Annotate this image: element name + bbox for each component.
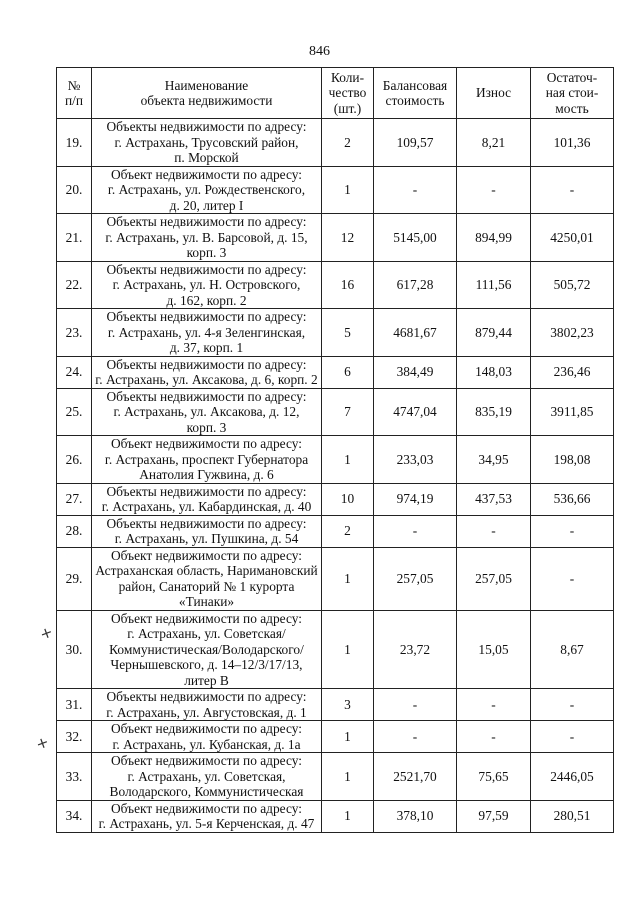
wear-value: 894,99 — [457, 214, 531, 262]
row-number: 29. — [57, 547, 92, 610]
object-name: Объект недвижимости по адресу: г. Астрахань, ул. Рождественского, д. 20, литер I — [92, 166, 322, 214]
balance-value: 4681,67 — [374, 309, 457, 357]
table-row — [57, 515, 614, 547]
residual-value: 3802,23 — [531, 309, 614, 357]
object-name: Объект недвижимости по адресу: г. Астрахань, ул. Советская/Коммунистическая/Володарского/Чернышевского, д. 14–12/3/17/13, литер В — [92, 610, 322, 689]
table-row — [57, 388, 614, 436]
quantity: 2 — [322, 515, 374, 547]
residual-value: - — [531, 721, 614, 753]
row-number: 30. — [57, 610, 92, 689]
table-row — [57, 214, 614, 262]
balance-value: 257,05 — [374, 547, 457, 610]
wear-value: - — [457, 689, 531, 721]
residual-value: 280,51 — [531, 800, 614, 832]
row-number: 25. — [57, 388, 92, 436]
residual-value: - — [531, 547, 614, 610]
object-name: Объект недвижимости по адресу: Астраханская область, Наримановский район, Санаторий № 1 курорта «Тинаки» — [92, 547, 322, 610]
wear-value: 437,53 — [457, 483, 531, 515]
balance-value: 4747,04 — [374, 388, 457, 436]
quantity: 16 — [322, 261, 374, 309]
table-row — [57, 483, 614, 515]
table-row — [57, 436, 614, 484]
row-number: 31. — [57, 689, 92, 721]
residual-value: 2446,05 — [531, 753, 614, 801]
table-row — [57, 800, 614, 832]
object-name: Объекты недвижимости по адресу: г. Астрахань, ул. Аксакова, д. 6, корп. 2 — [92, 356, 322, 388]
table-body — [57, 119, 614, 833]
object-name: Объект недвижимости по адресу: г. Астрахань, ул. 5-я Керченская, д. 47 — [92, 800, 322, 832]
quantity: 6 — [322, 356, 374, 388]
table-row — [57, 309, 614, 357]
row-number: 28. — [57, 515, 92, 547]
quantity: 1 — [322, 610, 374, 689]
wear-value: - — [457, 515, 531, 547]
row-number: 27. — [57, 483, 92, 515]
quantity: 1 — [322, 436, 374, 484]
row-number: 33. — [57, 753, 92, 801]
quantity: 10 — [322, 483, 374, 515]
table-row — [57, 356, 614, 388]
quantity: 1 — [322, 166, 374, 214]
table-row — [57, 753, 614, 801]
object-name: Объект недвижимости по адресу: г. Астрахань, ул. Советская, Володарского, Коммунистическая — [92, 753, 322, 801]
table-row — [57, 721, 614, 753]
wear-value: - — [457, 721, 531, 753]
object-name: Объекты недвижимости по адресу: г. Астрахань, ул. Августовская, д. 1 — [92, 689, 322, 721]
row-number: 32. — [57, 721, 92, 753]
object-name: Объекты недвижимости по адресу: г. Астрахань, Трусовский район, п. Морской — [92, 119, 322, 167]
residual-value: 505,72 — [531, 261, 614, 309]
row-number: 23. — [57, 309, 92, 357]
balance-value: 23,72 — [374, 610, 457, 689]
residual-value: 101,36 — [531, 119, 614, 167]
residual-value: 536,66 — [531, 483, 614, 515]
balance-value: 617,28 — [374, 261, 457, 309]
quantity: 2 — [322, 119, 374, 167]
quantity: 5 — [322, 309, 374, 357]
object-name: Объекты недвижимости по адресу: г. Астрахань, ул. В. Барсовой, д. 15, корп. 3 — [92, 214, 322, 262]
residual-value: 198,08 — [531, 436, 614, 484]
table-header-row — [57, 68, 614, 119]
header-wear: Износ — [457, 68, 531, 119]
handwritten-mark-plus: + — [37, 622, 56, 644]
balance-value: - — [374, 689, 457, 721]
row-number: 24. — [57, 356, 92, 388]
wear-value: 879,44 — [457, 309, 531, 357]
object-name: Объекты недвижимости по адресу: г. Астрахань, ул. Кабардинская, д. 40 — [92, 483, 322, 515]
handwritten-mark-plus: + — [33, 732, 52, 754]
quantity: 1 — [322, 753, 374, 801]
balance-value: - — [374, 515, 457, 547]
object-name: Объект недвижимости по адресу: г. Астрахань, ул. Кубанская, д. 1а — [92, 721, 322, 753]
quantity: 1 — [322, 547, 374, 610]
row-number: 20. — [57, 166, 92, 214]
table-row — [57, 610, 614, 689]
wear-value: 97,59 — [457, 800, 531, 832]
header-residual: Остаточ- ная стои- мость — [531, 68, 614, 119]
row-number: 19. — [57, 119, 92, 167]
balance-value: - — [374, 721, 457, 753]
table-row — [57, 119, 614, 167]
quantity: 1 — [322, 800, 374, 832]
object-name: Объекты недвижимости по адресу: г. Астрахань, ул. Аксакова, д. 12, корп. 3 — [92, 388, 322, 436]
quantity: 1 — [322, 721, 374, 753]
balance-value: 233,03 — [374, 436, 457, 484]
wear-value: 8,21 — [457, 119, 531, 167]
wear-value: 34,95 — [457, 436, 531, 484]
row-number: 22. — [57, 261, 92, 309]
row-number: 26. — [57, 436, 92, 484]
residual-value: - — [531, 166, 614, 214]
balance-value: 378,10 — [374, 800, 457, 832]
balance-value: 974,19 — [374, 483, 457, 515]
wear-value: - — [457, 166, 531, 214]
header-name: Наименование объекта недвижимости — [92, 68, 322, 119]
object-name: Объекты недвижимости по адресу: г. Астрахань, ул. Н. Островского, д. 162, корп. 2 — [92, 261, 322, 309]
balance-value: 2521,70 — [374, 753, 457, 801]
table-row — [57, 689, 614, 721]
wear-value: 15,05 — [457, 610, 531, 689]
page-number: 846 — [309, 44, 330, 59]
table-row — [57, 547, 614, 610]
wear-value: 75,65 — [457, 753, 531, 801]
balance-value: 5145,00 — [374, 214, 457, 262]
residual-value: 3911,85 — [531, 388, 614, 436]
quantity: 12 — [322, 214, 374, 262]
wear-value: 111,56 — [457, 261, 531, 309]
residual-value: 236,46 — [531, 356, 614, 388]
residual-value: 4250,01 — [531, 214, 614, 262]
property-registry-table — [56, 67, 614, 833]
residual-value: 8,67 — [531, 610, 614, 689]
object-name: Объект недвижимости по адресу: г. Астрахань, проспект Губернатора Анатолия Гужвина, д. 6 — [92, 436, 322, 484]
balance-value: - — [374, 166, 457, 214]
object-name: Объекты недвижимости по адресу: г. Астрахань, ул. Пушкина, д. 54 — [92, 515, 322, 547]
row-number: 21. — [57, 214, 92, 262]
balance-value: 384,49 — [374, 356, 457, 388]
wear-value: 148,03 — [457, 356, 531, 388]
balance-value: 109,57 — [374, 119, 457, 167]
quantity: 7 — [322, 388, 374, 436]
row-number: 34. — [57, 800, 92, 832]
header-balance: Балансовая стоимость — [374, 68, 457, 119]
wear-value: 257,05 — [457, 547, 531, 610]
object-name: Объекты недвижимости по адресу: г. Астрахань, ул. 4-я Зеленгинская, д. 37, корп. 1 — [92, 309, 322, 357]
residual-value: - — [531, 515, 614, 547]
table-row — [57, 261, 614, 309]
table-row — [57, 166, 614, 214]
residual-value: - — [531, 689, 614, 721]
header-num: № п/п — [57, 68, 92, 119]
header-qty: Коли- чество (шт.) — [322, 68, 374, 119]
wear-value: 835,19 — [457, 388, 531, 436]
quantity: 3 — [322, 689, 374, 721]
